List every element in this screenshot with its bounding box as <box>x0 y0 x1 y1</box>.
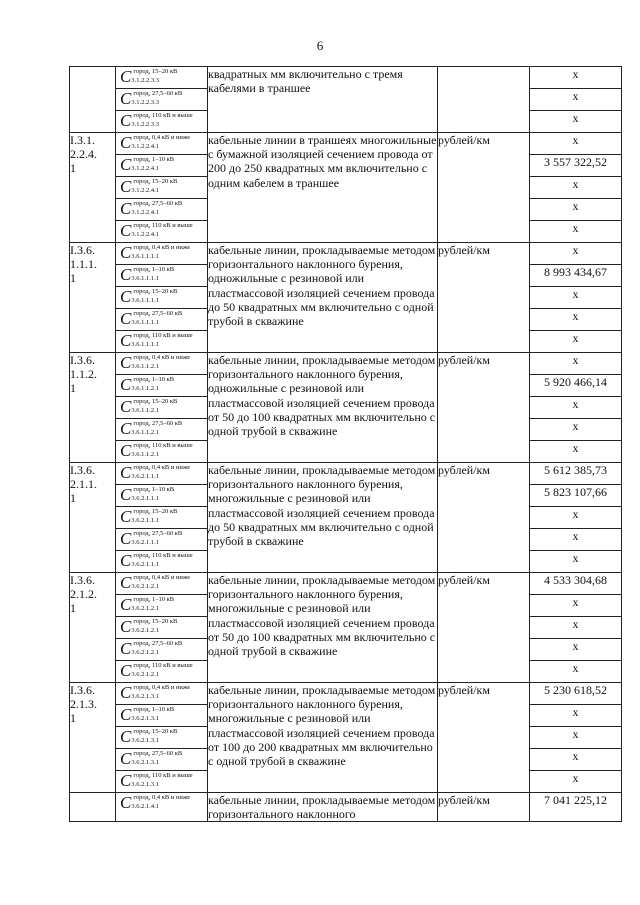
table-row <box>70 133 622 155</box>
rate-symbol: C город, 15–20 кВ 3.6.2.1.3.1 <box>116 727 208 749</box>
rate-symbol: C город, 15–20 кВ 3.1.2.2.4.1 <box>116 177 208 199</box>
rate-value: x <box>530 221 622 243</box>
rate-symbol: C город, 110 кВ и выше 3.1.2.2.3.3 <box>116 111 208 133</box>
unit-of-measure: рублей/км <box>438 353 530 463</box>
rate-symbol-superscript: город, 0,4 кВ и ниже <box>133 794 191 801</box>
rate-symbol: C город, 110 кВ и выше 3.1.2.2.4.1 <box>116 221 208 243</box>
table-row <box>70 573 622 595</box>
rate-symbol: C город, 15–20 кВ 3.6.2.1.2.1 <box>116 617 208 639</box>
rate-value: x <box>530 419 622 441</box>
rate-value: x <box>530 595 622 617</box>
rate-value: x <box>530 529 622 551</box>
rate-symbol-superscript: город, 0,4 кВ и ниже <box>133 574 191 581</box>
item-description: кабельные линии, прокладываемые методом горизонтального наклонного бурения, многожильные с резиновой или пластмассовой изоляцией сечением провода от 100 до 200 квадратных мм включительно с одной трубой в скважине <box>208 683 438 793</box>
tariff-table <box>69 66 622 822</box>
rate-symbol: C город, 110 кВ и выше 3.6.1.1.1.1 <box>116 331 208 353</box>
rate-symbol-subscript: 3.1.2.2.4.1 <box>131 209 159 216</box>
rate-symbol-superscript: город, 15–20 кВ <box>133 398 178 405</box>
item-code: I.3.6. 2.1.3. 1 <box>70 683 116 793</box>
rate-symbol-superscript: город, 0,4 кВ и ниже <box>133 244 191 251</box>
rate-symbol-subscript: 3.6.1.1.1.1 <box>131 319 159 326</box>
rate-symbol-subscript: 3.6.1.1.1.1 <box>131 275 159 282</box>
rate-value: 3 557 322,52 <box>530 155 622 177</box>
rate-symbol: C город, 27,5–60 кВ 3.1.2.2.4.1 <box>116 199 208 221</box>
page-number: 6 <box>316 38 324 53</box>
rate-symbol: C город, 1–10 кВ 3.6.2.1.1.1 <box>116 485 208 507</box>
rate-symbol-superscript: город, 27,5–60 кВ <box>133 530 183 537</box>
rate-symbol-subscript: 3.6.1.1.1.1 <box>131 341 159 348</box>
rate-value: 5 612 385,73 <box>530 463 622 485</box>
rate-symbol: C город, 0,4 кВ и ниже 3.6.2.1.1.1 <box>116 463 208 485</box>
rate-symbol-superscript: город, 15–20 кВ <box>133 68 178 75</box>
rate-value: x <box>530 199 622 221</box>
rate-symbol: C город, 0,4 кВ и ниже 3.6.1.1.1.1 <box>116 243 208 265</box>
rate-symbol-subscript: 3.6.2.1.1.1 <box>131 495 159 502</box>
rate-symbol-superscript: город, 27,5–60 кВ <box>133 90 183 97</box>
rate-symbol-subscript: 3.6.2.1.3.1 <box>131 715 159 722</box>
rate-symbol: C город, 1–10 кВ 3.6.1.1.2.1 <box>116 375 208 397</box>
rate-symbol-superscript: город, 1–10 кВ <box>133 706 175 713</box>
rate-symbol: C город, 0,4 кВ и ниже 3.1.2.2.4.1 <box>116 133 208 155</box>
rate-value: x <box>530 287 622 309</box>
rate-symbol: C город, 1–10 кВ 3.6.1.1.1.1 <box>116 265 208 287</box>
table-row <box>70 463 622 485</box>
rate-value: x <box>530 727 622 749</box>
rate-symbol-subscript: 3.6.1.1.2.1 <box>131 451 159 458</box>
item-description: квадратных мм включительно с тремя кабелями в траншее <box>208 67 438 133</box>
rate-symbol: C город, 110 кВ и выше 3.6.2.1.3.1 <box>116 771 208 793</box>
rate-symbol-subscript: 3.1.2.2.3.3 <box>131 121 159 128</box>
unit-of-measure <box>438 67 530 133</box>
rate-value: 5 823 107,66 <box>530 485 622 507</box>
rate-symbol: C город, 15–20 кВ 3.1.2.2.3.3 <box>116 67 208 89</box>
rate-symbol: C город, 1–10 кВ 3.6.2.1.3.1 <box>116 705 208 727</box>
item-code: I.3.6. 2.1.2. 1 <box>70 573 116 683</box>
rate-symbol-subscript: 3.6.2.1.3.1 <box>131 759 159 766</box>
rate-symbol: C город, 110 кВ и выше 3.6.2.1.1.1 <box>116 551 208 573</box>
rate-symbol-subscript: 3.1.2.2.4.1 <box>131 165 159 172</box>
rate-symbol: C город, 27,5–60 кВ 3.6.1.1.2.1 <box>116 419 208 441</box>
rate-symbol-subscript: 3.6.1.1.2.1 <box>131 363 159 370</box>
rate-value: x <box>530 617 622 639</box>
rate-symbol-superscript: город, 1–10 кВ <box>133 156 175 163</box>
rate-symbol-subscript: 3.6.1.1.1.1 <box>131 253 159 260</box>
rate-value: x <box>530 639 622 661</box>
rate-value: 8 993 434,67 <box>530 265 622 287</box>
item-description: кабельные линии, прокладываемые методом горизонтального наклонного бурения, одножильные с резиновой или пластмассовой изоляцией сечением провода до 50 квадратных мм включительно с одной трубой в скважине <box>208 243 438 353</box>
rate-value: x <box>530 661 622 683</box>
rate-symbol: C город, 15–20 кВ 3.6.1.1.2.1 <box>116 397 208 419</box>
rate-value: x <box>530 749 622 771</box>
item-description: кабельные линии, прокладываемые методом горизонтального наклонного бурения, одножильные с резиновой или пластмассовой изоляцией сечением провода от 50 до 100 квадратных мм включительно с одной трубой в скважине <box>208 353 438 463</box>
rate-symbol-superscript: город, 110 кВ и выше <box>133 332 193 339</box>
rate-value: x <box>530 177 622 199</box>
rate-symbol-subscript: 3.6.1.1.2.1 <box>131 407 159 414</box>
item-description: кабельные линии в траншеях многожильные с бумажной изоляцией сечением провода от 200 до 250 квадратных мм включительно с одним кабелем в траншее <box>208 133 438 243</box>
rate-symbol-superscript: город, 0,4 кВ и ниже <box>133 354 191 361</box>
rate-symbol-subscript: 3.6.2.1.3.1 <box>131 781 159 788</box>
rate-value: x <box>530 243 622 265</box>
rate-value: x <box>530 507 622 529</box>
unit-of-measure: рублей/км <box>438 133 530 243</box>
rate-symbol-superscript: город, 15–20 кВ <box>133 178 178 185</box>
rate-symbol: C город, 1–10 кВ 3.6.2.1.2.1 <box>116 595 208 617</box>
rate-symbol-subscript: 3.6.2.1.2.1 <box>131 605 159 612</box>
rate-symbol-superscript: город, 27,5–60 кВ <box>133 310 183 317</box>
rate-value: x <box>530 309 622 331</box>
rate-symbol-subscript: 3.6.1.1.1.1 <box>131 297 159 304</box>
rate-value: x <box>530 67 622 89</box>
rate-symbol: C город, 15–20 кВ 3.6.1.1.1.1 <box>116 287 208 309</box>
rate-symbol-subscript: 3.6.1.1.2.1 <box>131 385 159 392</box>
rate-value: 5 920 466,14 <box>530 375 622 397</box>
table-row <box>70 683 622 705</box>
rate-symbol: C город, 27,5–60 кВ 3.6.2.1.1.1 <box>116 529 208 551</box>
item-code: I.3.6. 1.1.1. 1 <box>70 243 116 353</box>
rate-symbol-subscript: 3.6.2.1.2.1 <box>131 583 159 590</box>
rate-symbol-subscript: 3.6.1.1.2.1 <box>131 429 159 436</box>
item-code <box>70 67 116 133</box>
rate-symbol-superscript: город, 110 кВ и выше <box>133 442 193 449</box>
rate-symbol-subscript: 3.6.2.1.2.1 <box>131 649 159 656</box>
rate-value: x <box>530 133 622 155</box>
rate-symbol-subscript: 3.6.2.1.1.1 <box>131 561 159 568</box>
rate-symbol-superscript: город, 110 кВ и выше <box>133 662 193 669</box>
rate-value: x <box>530 705 622 727</box>
rate-symbol-subscript: 3.6.2.1.3.1 <box>131 737 159 744</box>
rate-value: x <box>530 771 622 793</box>
rate-symbol-subscript: 3.1.2.2.3.3 <box>131 77 159 84</box>
rate-symbol: C город, 0,4 кВ и ниже 3.6.2.1.2.1 <box>116 573 208 595</box>
rate-symbol-superscript: город, 27,5–60 кВ <box>133 640 183 647</box>
rate-symbol-superscript: город, 1–10 кВ <box>133 266 175 273</box>
rate-value: x <box>530 397 622 419</box>
rate-symbol-superscript: город, 1–10 кВ <box>133 376 175 383</box>
unit-of-measure: рублей/км <box>438 573 530 683</box>
rate-symbol: C город, 110 кВ и выше 3.6.2.1.2.1 <box>116 661 208 683</box>
rate-value: x <box>530 111 622 133</box>
item-code: I.3.6. 1.1.2. 1 <box>70 353 116 463</box>
rate-symbol-superscript: город, 110 кВ и выше <box>133 222 193 229</box>
item-description: кабельные линии, прокладываемые методом горизонтального наклонного <box>208 793 438 822</box>
rate-symbol: C город, 0,4 кВ и ниже 3.6.2.1.3.1 <box>116 683 208 705</box>
rate-symbol: C город, 0,4 кВ и ниже 3.6.2.1.4.1 <box>116 793 208 822</box>
unit-of-measure: рублей/км <box>438 243 530 353</box>
rate-symbol-superscript: город, 27,5–60 кВ <box>133 750 183 757</box>
table-row <box>70 243 622 265</box>
rate-symbol: C город, 27,5–60 кВ 3.6.2.1.3.1 <box>116 749 208 771</box>
rate-symbol-superscript: город, 0,4 кВ и ниже <box>133 464 191 471</box>
rate-symbol-superscript: город, 110 кВ и выше <box>133 552 193 559</box>
table-row <box>70 353 622 375</box>
rate-symbol-subscript: 3.6.2.1.2.1 <box>131 671 159 678</box>
rate-value: x <box>530 89 622 111</box>
rate-symbol-superscript: город, 0,4 кВ и ниже <box>133 134 191 141</box>
item-code: I.3.1. 2.2.4. 1 <box>70 133 116 243</box>
rate-value: x <box>530 353 622 375</box>
unit-of-measure: рублей/км <box>438 793 530 822</box>
rate-symbol-superscript: город, 15–20 кВ <box>133 288 178 295</box>
rate-symbol-subscript: 3.1.2.2.4.1 <box>131 187 159 194</box>
rate-symbol-superscript: город, 110 кВ и выше <box>133 112 193 119</box>
rate-value: x <box>530 551 622 573</box>
rate-value: x <box>530 331 622 353</box>
rate-symbol-superscript: город, 27,5–60 кВ <box>133 200 183 207</box>
rate-symbol-subscript: 3.6.2.1.1.1 <box>131 517 159 524</box>
rate-symbol-subscript: 3.1.2.2.4.1 <box>131 143 159 150</box>
rate-symbol-subscript: 3.1.2.2.3.3 <box>131 99 159 106</box>
rate-value: x <box>530 441 622 463</box>
rate-symbol-superscript: город, 1–10 кВ <box>133 596 175 603</box>
rate-value: 5 230 618,52 <box>530 683 622 705</box>
rate-symbol-subscript: 3.6.2.1.1.1 <box>131 539 159 546</box>
rate-symbol-superscript: город, 15–20 кВ <box>133 508 178 515</box>
rate-symbol-superscript: город, 27,5–60 кВ <box>133 420 183 427</box>
rate-symbol-superscript: город, 15–20 кВ <box>133 728 178 735</box>
item-description: кабельные линии, прокладываемые методом горизонтального наклонного бурения, многожильные с резиновой или пластмассовой изоляцией сечением провода до 50 квадратных мм включительно с одной трубой в скважине <box>208 463 438 573</box>
unit-of-measure: рублей/км <box>438 463 530 573</box>
table-row <box>70 67 622 89</box>
table-row <box>70 793 622 822</box>
rate-symbol-superscript: город, 110 кВ и выше <box>133 772 193 779</box>
rate-symbol: C город, 1–10 кВ 3.1.2.2.4.1 <box>116 155 208 177</box>
rate-symbol-subscript: 3.6.2.1.3.1 <box>131 693 159 700</box>
rate-symbol: C город, 27,5–60 кВ 3.6.2.1.2.1 <box>116 639 208 661</box>
item-description: кабельные линии, прокладываемые методом горизонтального наклонного бурения, многожильные с резиновой или пластмассовой изоляцией сечением провода от 50 до 100 квадратных мм включительно с одной трубой в скважине <box>208 573 438 683</box>
rate-symbol: C город, 27,5–60 кВ 3.1.2.2.3.3 <box>116 89 208 111</box>
rate-symbol: C город, 0,4 кВ и ниже 3.6.1.1.2.1 <box>116 353 208 375</box>
rate-symbol-subscript: 3.6.2.1.4.1 <box>131 803 159 810</box>
rate-value: 4 533 304,68 <box>530 573 622 595</box>
rate-symbol-subscript: 3.6.2.1.1.1 <box>131 473 159 480</box>
rate-symbol-superscript: город, 15–20 кВ <box>133 618 178 625</box>
rate-symbol-superscript: город, 1–10 кВ <box>133 486 175 493</box>
rate-symbol-subscript: 3.1.2.2.4.1 <box>131 231 159 238</box>
rate-symbol: C город, 110 кВ и выше 3.6.1.1.2.1 <box>116 441 208 463</box>
rate-symbol: C город, 15–20 кВ 3.6.2.1.1.1 <box>116 507 208 529</box>
rate-symbol-subscript: 3.6.2.1.2.1 <box>131 627 159 634</box>
unit-of-measure: рублей/км <box>438 683 530 793</box>
rate-value: 7 041 225,12 <box>530 793 622 822</box>
item-code <box>70 793 116 822</box>
item-code: I.3.6. 2.1.1. 1 <box>70 463 116 573</box>
rate-symbol-superscript: город, 0,4 кВ и ниже <box>133 684 191 691</box>
rate-symbol: C город, 27,5–60 кВ 3.6.1.1.1.1 <box>116 309 208 331</box>
